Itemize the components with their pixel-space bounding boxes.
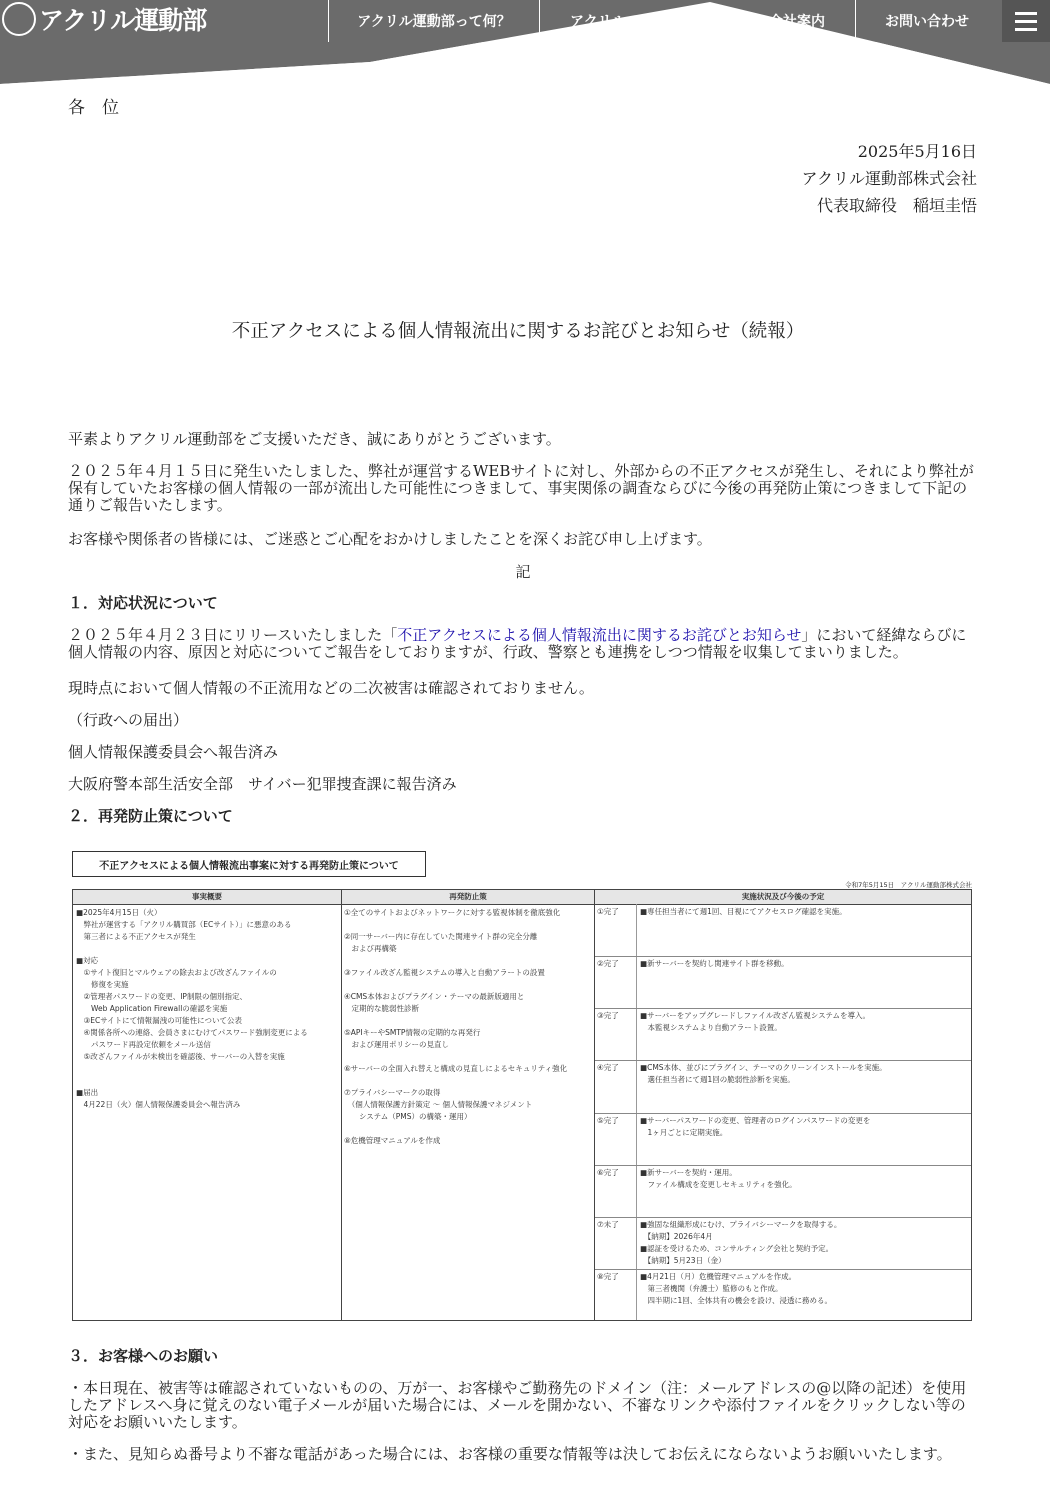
nav-item-contact[interactable]: お問い合わせ (885, 14, 969, 30)
site-logo[interactable] (2, 2, 206, 36)
status-state: ①完了 (597, 907, 619, 916)
site-header (0, 0, 1050, 84)
request-email-paragraph: ・本日現在、被害等は確認されていないものの、万が一、お客様やご勤務先のドメイン（注：メールアドレスの@以降の記述）を使用したアドレスへ身に覚えのない電子メールが届いた場合には、メールを開かない、不審なリンクや添付ファイルをクリックしない等の対応をお願いいたします。 (68, 1379, 967, 1431)
company-name: アクリル運動部株式会社 (801, 169, 977, 188)
hamburger-menu-icon[interactable] (1002, 0, 1050, 42)
status-state: ⑧完了 (597, 1272, 619, 1281)
status-detail: ■新サーバーを契約・運用。 ファイル構成を変更しセキュリティを強化。 (640, 1168, 797, 1189)
request-phone-paragraph: ・また、見知らぬ番号より不審な電話があった場合には、お客様の重要な情報等は決してお伝えにならないようお願いいたします。 (68, 1445, 952, 1463)
facts-cell: ■2025年4月15日（火） 弊社が運営する「アクリル購買部（ECサイト）」に悪意のある 第三者による不正アクセスが発生 ■対応 ①サイト復旧とマルウェアの除去および改ざんファイルの 修復を実施 ②管理者パスワードの変更、IP制限の個別指定、 Web Application Firewallの確認を実施 ③ECサイトにて情報漏洩の可能性について公表 ④関係各所への連絡、会員さまにむけてパスワード強制変更による パスワード再設定依頼をメール送信 ⑤改ざんファイルが未検出を確認後、サーバーの入替を実施 ■届出 4月22日（火）個人情報保護委員会へ報告済み (76, 908, 308, 1109)
status-detail: ■サーバーパスワードの変更、管理者のログインパスワードの変更を 1ヶ月ごとに定期実施。 (640, 1116, 871, 1137)
section-3-heading: ３．お客様へのお願い (68, 1347, 219, 1365)
logo-mark-icon (2, 2, 36, 36)
table-divider (594, 890, 595, 1320)
administrative-report-label: （行政への届出） (68, 711, 189, 729)
table-header-status: 実施状況及び今後の予定 (595, 890, 971, 905)
apology-paragraph: お客様や関係者の皆様には、ご迷惑とご心配をおかけしましたことを深くお詫び申し上げます。 (68, 530, 712, 548)
table-date: 令和7年5月15日 アクリル運動部株式会社 (845, 881, 972, 889)
status-state: ⑤完了 (597, 1116, 619, 1125)
status-state: ⑦未了 (597, 1220, 619, 1229)
status-state: ③完了 (597, 1011, 619, 1020)
status-detail: ■新サーバーを契約し関連サイト群を移動。 (640, 959, 789, 968)
previous-notice-link[interactable]: 不正アクセスによる個人情報流出に関するお詫びとお知らせ (397, 626, 802, 644)
status-state: ④完了 (597, 1063, 619, 1072)
section-2-heading: ２．再発防止策について (68, 807, 233, 825)
measures-cell: ①全てのサイトおよびネットワークに対する監視体制を徹底強化 ②同一サーバー内に存在していた関連サイト群の完全分離 および再構築 ③ファイル改ざん監視システムの導入と自動アラートの設置 ④CMS本体およびプラグイン・テーマの最新版適用と 定期的な脆弱性診断 ⑤APIキーやSMTP情報の定期的な再発行 および運用ポリシーの見直し ⑥サーバーの全面入れ替えと構成の見直しによるセキュリティ強化 ⑦プライバシーマークの取得 （個人情報保護方針策定 ～ 個人情報保護マネジメント システム（PMS）の構築・運用） ⑧危機管理マニュアルを作成 (344, 908, 568, 1145)
no-secondary-damage-text: 現時点において個人情報の不正流用などの二次被害は確認されておりません。 (68, 679, 594, 697)
letter-date: 2025年5月16日 (857, 142, 977, 161)
report-ppc-text: 個人情報保護委員会へ報告済み (68, 743, 279, 761)
table-divider (636, 904, 637, 1320)
row-divider (595, 1008, 971, 1009)
section-1-paragraph: ２０２５年４月２３日にリリースいたしました「不正アクセスによる個人情報流出に関するお詫びとお知らせ」において経緯ならびに個人情報の内容、原因と対応についてご報告をしておりますが、行政、警察とも連携をしつつ情報を収集してまいりました。 (68, 626, 967, 661)
row-divider (595, 956, 971, 957)
table-divider (341, 890, 342, 1320)
row-divider (595, 1113, 971, 1114)
row-divider (595, 1217, 971, 1218)
nav-item-about[interactable]: アクリル運動部って何？ (357, 14, 511, 30)
intro-paragraph: ２０２５年４月１５日に発生いたしました、弊社が運営するWEBサイトに対し、外部からの不正アクセスが発生し、それにより弊社が保有していたお客様の個人情報の一部が流出した可能性につきまして、事実関係の調査ならびに今後の再発防止策につきまして下記の通りご報告いたします。 (68, 462, 974, 514)
nav-item-company[interactable]: 会社案内 (769, 14, 825, 30)
table-title: 不正アクセスによる個人情報流出事案に対する再発防止策について (72, 851, 426, 877)
status-detail: ■強固な組織形成にむけ、プライバシーマークを取得する。 【納期】2026年4月 ■認証を受けるため、コンサルティング会社と契約予定。 【納期】5月23日（金） (640, 1220, 842, 1265)
nav-item-acrylic[interactable]: アクリル (570, 14, 626, 30)
table-header-measures: 再発防止策 (342, 890, 594, 905)
addressee: 各 位 (68, 98, 119, 118)
signatory: 代表取締役 稲垣圭悟 (816, 196, 977, 215)
section-1-heading: １．対応状況について (68, 594, 218, 612)
status-detail: ■サーバーをアップグレードしファイル改ざん監視システムを導入。 本監視システムより自動アラート設置。 (640, 1011, 871, 1032)
measures-table (72, 889, 972, 1321)
status-detail: ■4月21日（月）危機管理マニュアルを作成。 第三者機関（弁護士）監修のもと作成。 四半期に1回、全体共有の機会を設け、浸透に務める。 (640, 1272, 832, 1305)
table-header-facts: 事実概要 (73, 890, 341, 905)
report-police-text: 大阪府警本部生活安全部 サイバー犯罪捜査課に報告済み (68, 775, 457, 793)
page-title: 不正アクセスによる個人情報流出に関するお詫びとお知らせ（続報） (231, 321, 805, 342)
ki-mark: 記 (515, 563, 531, 581)
greeting-paragraph: 平素よりアクリル運動部をご支援いただき、誠にありがとうございます。 (68, 430, 561, 448)
status-detail: ■CMS本体、並びにプラグイン、テーマのクリーンインストールを実施。 選任担当者にて週1回の脆弱性診断を実施。 (640, 1063, 887, 1084)
row-divider (595, 1165, 971, 1166)
status-state: ②完了 (597, 959, 619, 968)
status-state: ⑥完了 (597, 1168, 619, 1177)
logo-text: アクリル運動部 (39, 6, 207, 35)
row-divider (595, 1060, 971, 1061)
row-divider (595, 1269, 971, 1270)
status-detail: ■専任担当者にて週1回、目視にてアクセスログ確認を実施。 (640, 907, 847, 916)
